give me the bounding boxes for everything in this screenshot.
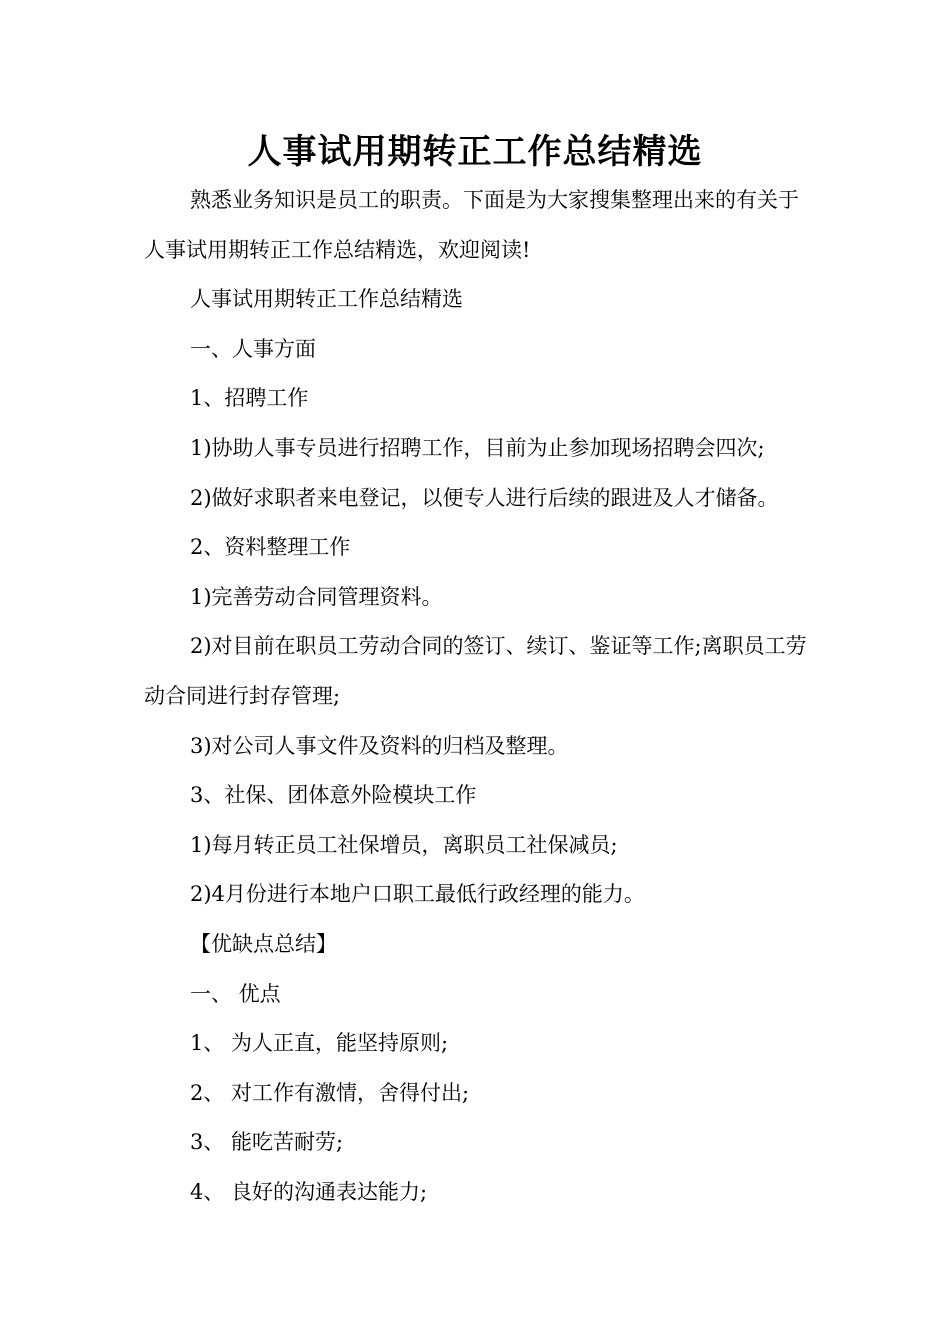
- paragraph-subtitle: 人事试用期转正工作总结精选: [190, 287, 463, 312]
- list-item: 2)做好求职者来电登记，以便专人进行后续的跟进及人才储备。: [190, 485, 779, 510]
- list-item: 3)对公司人事文件及资料的归档及整理。: [190, 733, 569, 758]
- section-heading: 一、人事方面: [190, 336, 316, 361]
- paragraph-intro: 熟悉业务知识是员工的职责。下面是为大家搜集整理出来的有关于人事试用期转正工作总结精选，欢迎阅读!: [144, 188, 799, 262]
- list-item: 2、 对工作有激情，舍得付出;: [190, 1080, 470, 1105]
- document-body: [144, 176, 808, 1217]
- list-item: 1)每月转正员工社保增员，离职员工社保减员;: [190, 832, 618, 857]
- list-item: 1)协助人事专员进行招聘工作，目前为止参加现场招聘会四次;: [190, 435, 765, 460]
- list-item: 1、 为人正直，能坚持原则;: [190, 1031, 449, 1056]
- section-heading: 一、 优点: [190, 981, 281, 1006]
- list-item: 4、 良好的沟通表达能力;: [190, 1179, 428, 1204]
- document-title: 人事试用期转正工作总结精选: [247, 132, 703, 172]
- summary-heading: 【优缺点总结】: [190, 931, 337, 956]
- subsection-heading: 3、社保、团体意外险模块工作: [190, 783, 477, 808]
- list-item: 3、 能吃苦耐劳;: [190, 1130, 344, 1155]
- list-item: 1)完善劳动合同管理资料。: [190, 584, 443, 609]
- list-item: 2)4月份进行本地户口职工最低行政经理的能力。: [190, 882, 645, 907]
- subsection-heading: 2、资料整理工作: [190, 535, 351, 560]
- subsection-heading: 1、招聘工作: [190, 386, 309, 411]
- list-item: 2)对目前在职员工劳动合同的签订、续订、鉴证等工作;离职员工劳动合同进行封存管理;: [144, 634, 807, 708]
